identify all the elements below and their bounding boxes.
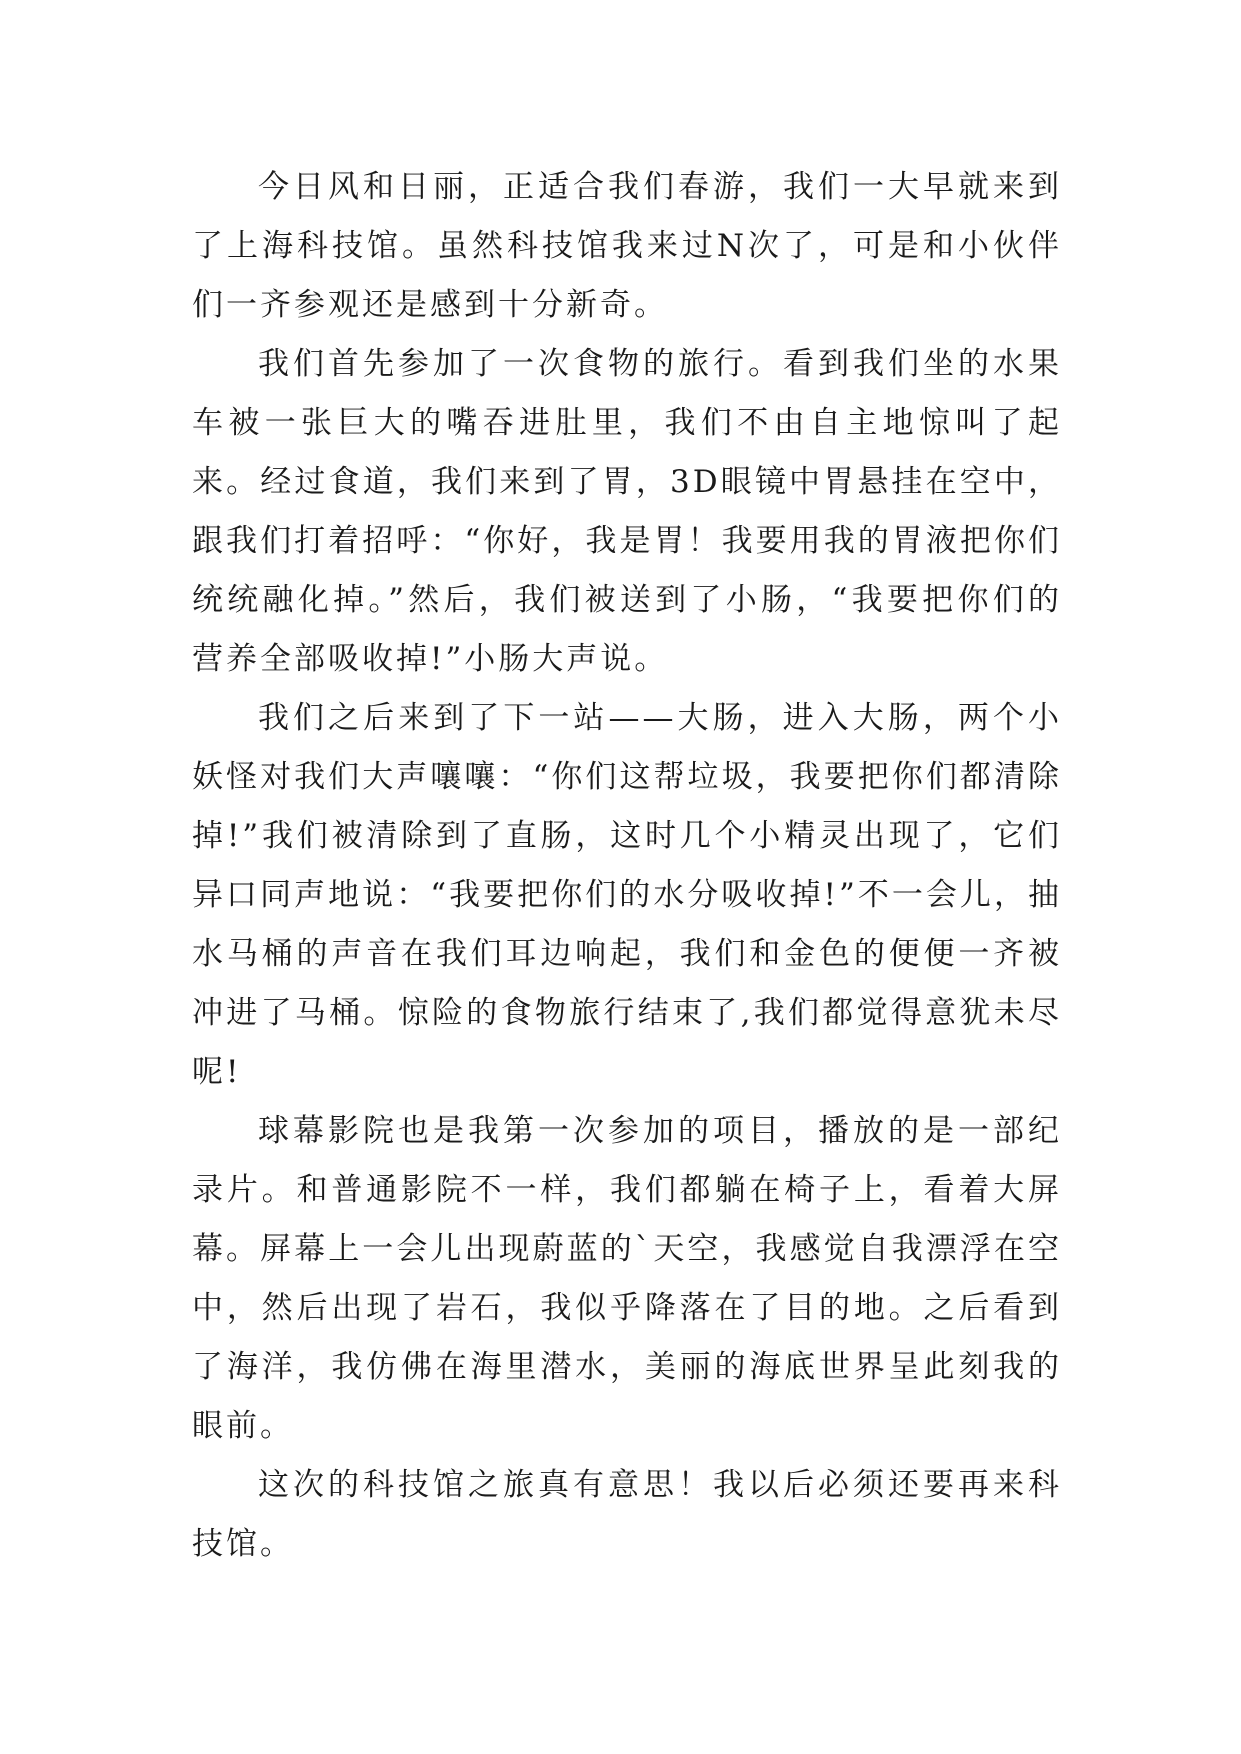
paragraph-4: 球幕影院也是我第一次参加的项目，播放的是一部纪录片。和普通影院不一样，我们都躺在椅子上，看着大屏幕。屏幕上一会儿出现蔚蓝的`天空，我感觉自我漂浮在空中，然后出现了岩石，我似乎降落在了目的地。之后看到了海洋，我仿佛在海里潜水，美丽的海底世界呈此刻我的眼前。 [192,1113,1062,1444]
paragraph-3: 我们之后来到了下一站——大肠，进入大肠，两个小妖怪对我们大声嚷嚷：“你们这帮垃圾，我要把你们都清除掉!”我们被清除到了直肠，这时几个小精灵出现了，它们异口同声地说：“我要把你们的水分吸收掉!”不一会儿，抽水马桶的声音在我们耳边响起，我们和金色的便便一齐被冲进了马桶。惊险的食物旅行结束了,我们都觉得意犹未尽呢! [192,700,1062,1090]
paragraph-5: 这次的科技馆之旅真有意思！我以后必须还要再来科技馆。 [192,1467,1062,1562]
document-body [192,158,1062,1574]
paragraph-2: 我们首先参加了一次食物的旅行。看到我们坐的水果车被一张巨大的嘴吞进肚里，我们不由自主地惊叫了起来。经过食道，我们来到了胃，3D眼镜中胃悬挂在空中，跟我们打着招呼：“你好，我是胃！我要用我的胃液把你们统统融化掉。”然后，我们被送到了小肠，“我要把你们的营养全部吸收掉!”小肠大声说。 [192,346,1062,677]
paragraph-1: 今日风和日丽，正适合我们春游，我们一大早就来到了上海科技馆。虽然科技馆我来过N次了，可是和小伙伴们一齐参观还是感到十分新奇。 [192,169,1062,323]
